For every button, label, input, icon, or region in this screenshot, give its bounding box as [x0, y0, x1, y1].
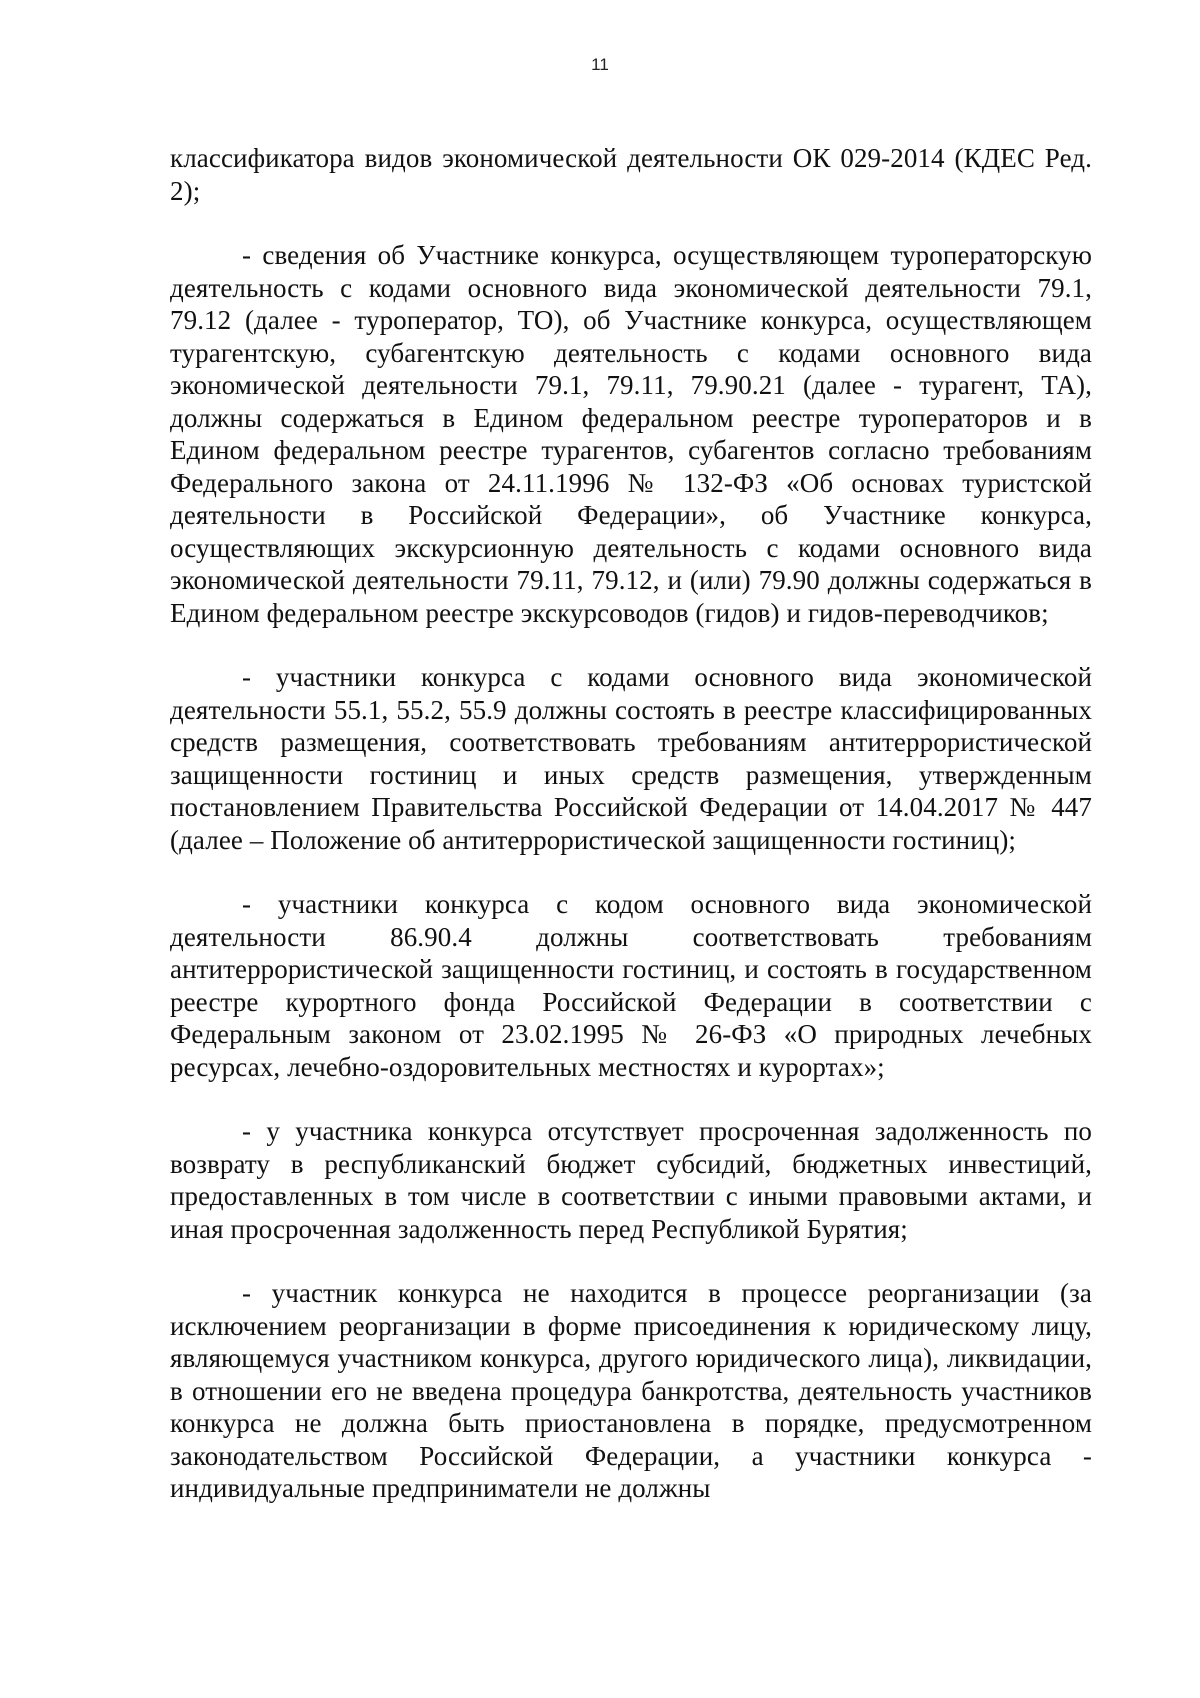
paragraph-accommodation: - участники конкурса с кодами основного вида экономической деятельности 55.1, 55.2, 55.9 должны состоять в реестре классифицированных средств размещения, соответствовать требованиям антитеррористической защищенности гостиниц и иных средств размещения, утвержденным постановлением Правительства Российской Федерации от 14.04.2017 № 447 (далее – Положение об антитеррористической защищенности гостиниц); [170, 662, 1092, 855]
paragraph-tour-operators: - сведения об Участнике конкурса, осуществляющем туроператорскую деятельность с кодами основного вида экономической деятельности 79.1, 79.12 (далее - туроператор, ТО), об Участнике конкурса, осуществляющем турагентскую, субагентскую деятельность с кодами основного вида экономической деятельности 79.1, 79.11, 79.90.21 (далее - турагент, ТА), должны содержаться в Едином федеральном реестре туроператоров и в Едином федеральном реестре турагентов, субагентов согласно требованиям Федерального закона от 24.11.1996 № 132-ФЗ «Об основах туристской деятельности в Российской Федерации», об Участнике конкурса, осуществляющих экскурсионную деятельность с кодами основного вида экономической деятельности 79.11, 79.12, и (или) 79.90 должны содержаться в Едином федеральном реестре экскурсоводов (гидов) и гидов-переводчиков; [170, 240, 1092, 628]
paragraph-debt: - у участника конкурса отсутствует просроченная задолженность по возврату в республиканский бюджет субсидий, бюджетных инвестиций, предоставленных в том числе в соответствии с иными правовыми актами, и иная просроченная задолженность перед Республикой Бурятия; [170, 1116, 1092, 1244]
document-body [170, 142, 1092, 1505]
page-number: 11 [591, 55, 609, 74]
paragraph-continuation: классификатора видов экономической деятельности ОК 029-2014 (КДЕС Ред. 2); [170, 143, 1092, 206]
paragraph-resort: - участники конкурса с кодом основного вида экономической деятельности 86.90.4 должны соответствовать требованиям антитеррористической защищенности гостиниц, и состоять в государственном реестре курортного фонда Российской Федерации в соответствии с Федеральным законом от 23.02.1995 № 26-ФЗ «О природных лечебных ресурсах, лечебно-оздоровительных местностях и курортах»; [170, 889, 1092, 1082]
paragraph-reorganization: - участник конкурса не находится в процессе реорганизации (за исключением реорганизации в форме присоединения к юридическому лицу, являющемуся участником конкурса, другого юридического лица), ликвидации, в отношении его не введена процедура банкротства, деятельность участников конкурса не должна быть приостановлена в порядке, предусмотренном законодательством Российской Федерации, а участники конкурса - индивидуальные предприниматели не должны [170, 1278, 1092, 1503]
